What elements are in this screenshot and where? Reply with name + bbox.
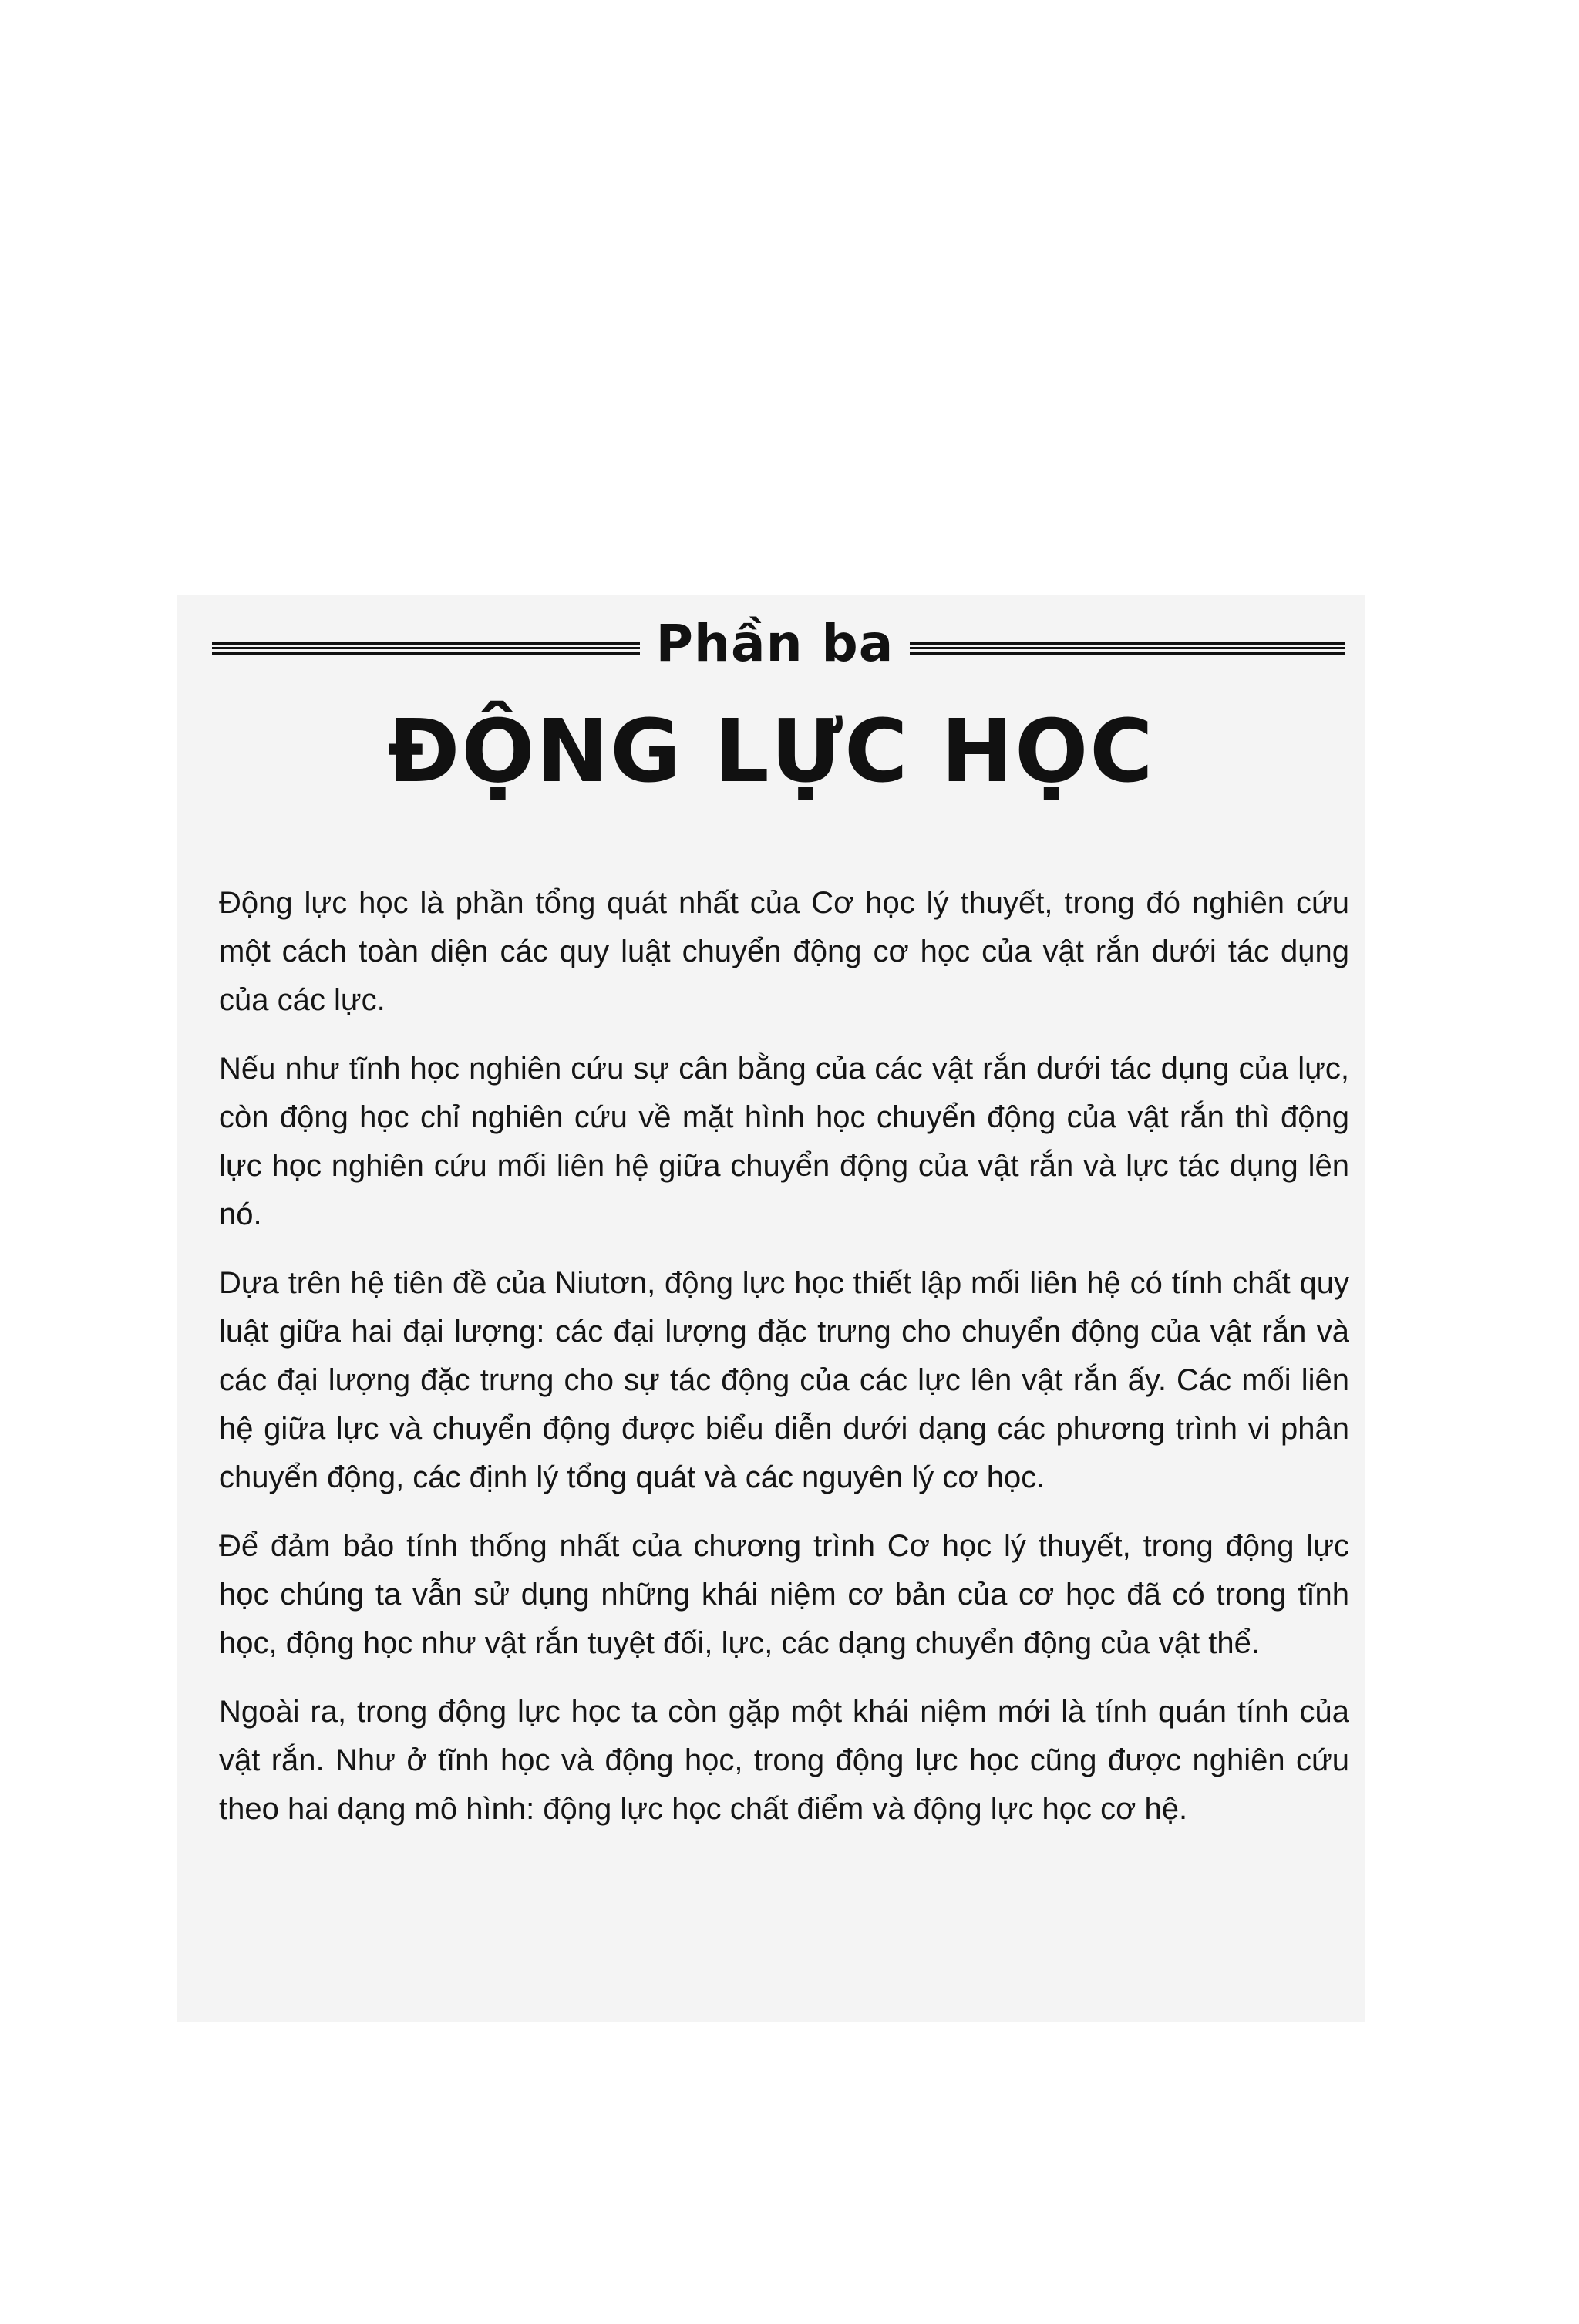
- paragraph-4: Để đảm bảo tính thống nhất của chương trình Cơ học lý thuyết, trong động lực học chúng ta vẫn sử dụng những khái niệm cơ bản của cơ học đã có trong tĩnh học, động học như vật rắn tuyệt đối, lực, các dạng chuyển động của vật thể.: [219, 1529, 1349, 1660]
- decorative-rule-left: [212, 642, 640, 655]
- decorative-rule-right: [910, 642, 1345, 655]
- paragraph-5: Ngoài ra, trong động lực học ta còn gặp một khái niệm mới là tính quán tính của vật rắn. Như ở tĩnh học và động học, trong động lực học cũng được nghiên cứu theo hai dạng mô hình: động lực học chất điểm và động lực học cơ hệ.: [219, 1695, 1349, 1826]
- part-heading-row: [212, 614, 1345, 673]
- paragraph-2: Nếu như tĩnh học nghiên cứu sự cân bằng của các vật rắn dưới tác dụng của lực, còn động học chỉ nghiên cứu về mặt hình học chuyển động của vật rắn thì động lực học nghiên cứu mối liên hệ giữa chuyển động của vật rắn và lực tác dụng lên nó.: [219, 1052, 1349, 1231]
- paragraph-1: Động lực học là phần tổng quát nhất của Cơ học lý thuyết, trong đó nghiên cứu một cách toàn diện các quy luật chuyển động cơ học của vật rắn dưới tác dụng của các lực.: [219, 886, 1349, 1017]
- part-title: ĐỘNG LỰC HỌC: [387, 702, 1155, 802]
- body-text: [219, 879, 1349, 1854]
- paragraph-3: Dựa trên hệ tiên đề của Niutơn, động lực học thiết lập mối liên hệ có tính chất quy luật giữa hai đại lượng: các đại lượng đặc trưng cho chuyển động của vật rắn và các đại lượng đặc trưng cho sự tác động của các lực lên vật rắn ấy. Các mối liên hệ giữa lực và chuyển động được biểu diễn dưới dạng các phương trình vi phân chuyển động, các định lý tổng quát và các nguyên lý cơ học.: [219, 1266, 1349, 1494]
- part-label: Phần ba: [655, 614, 894, 673]
